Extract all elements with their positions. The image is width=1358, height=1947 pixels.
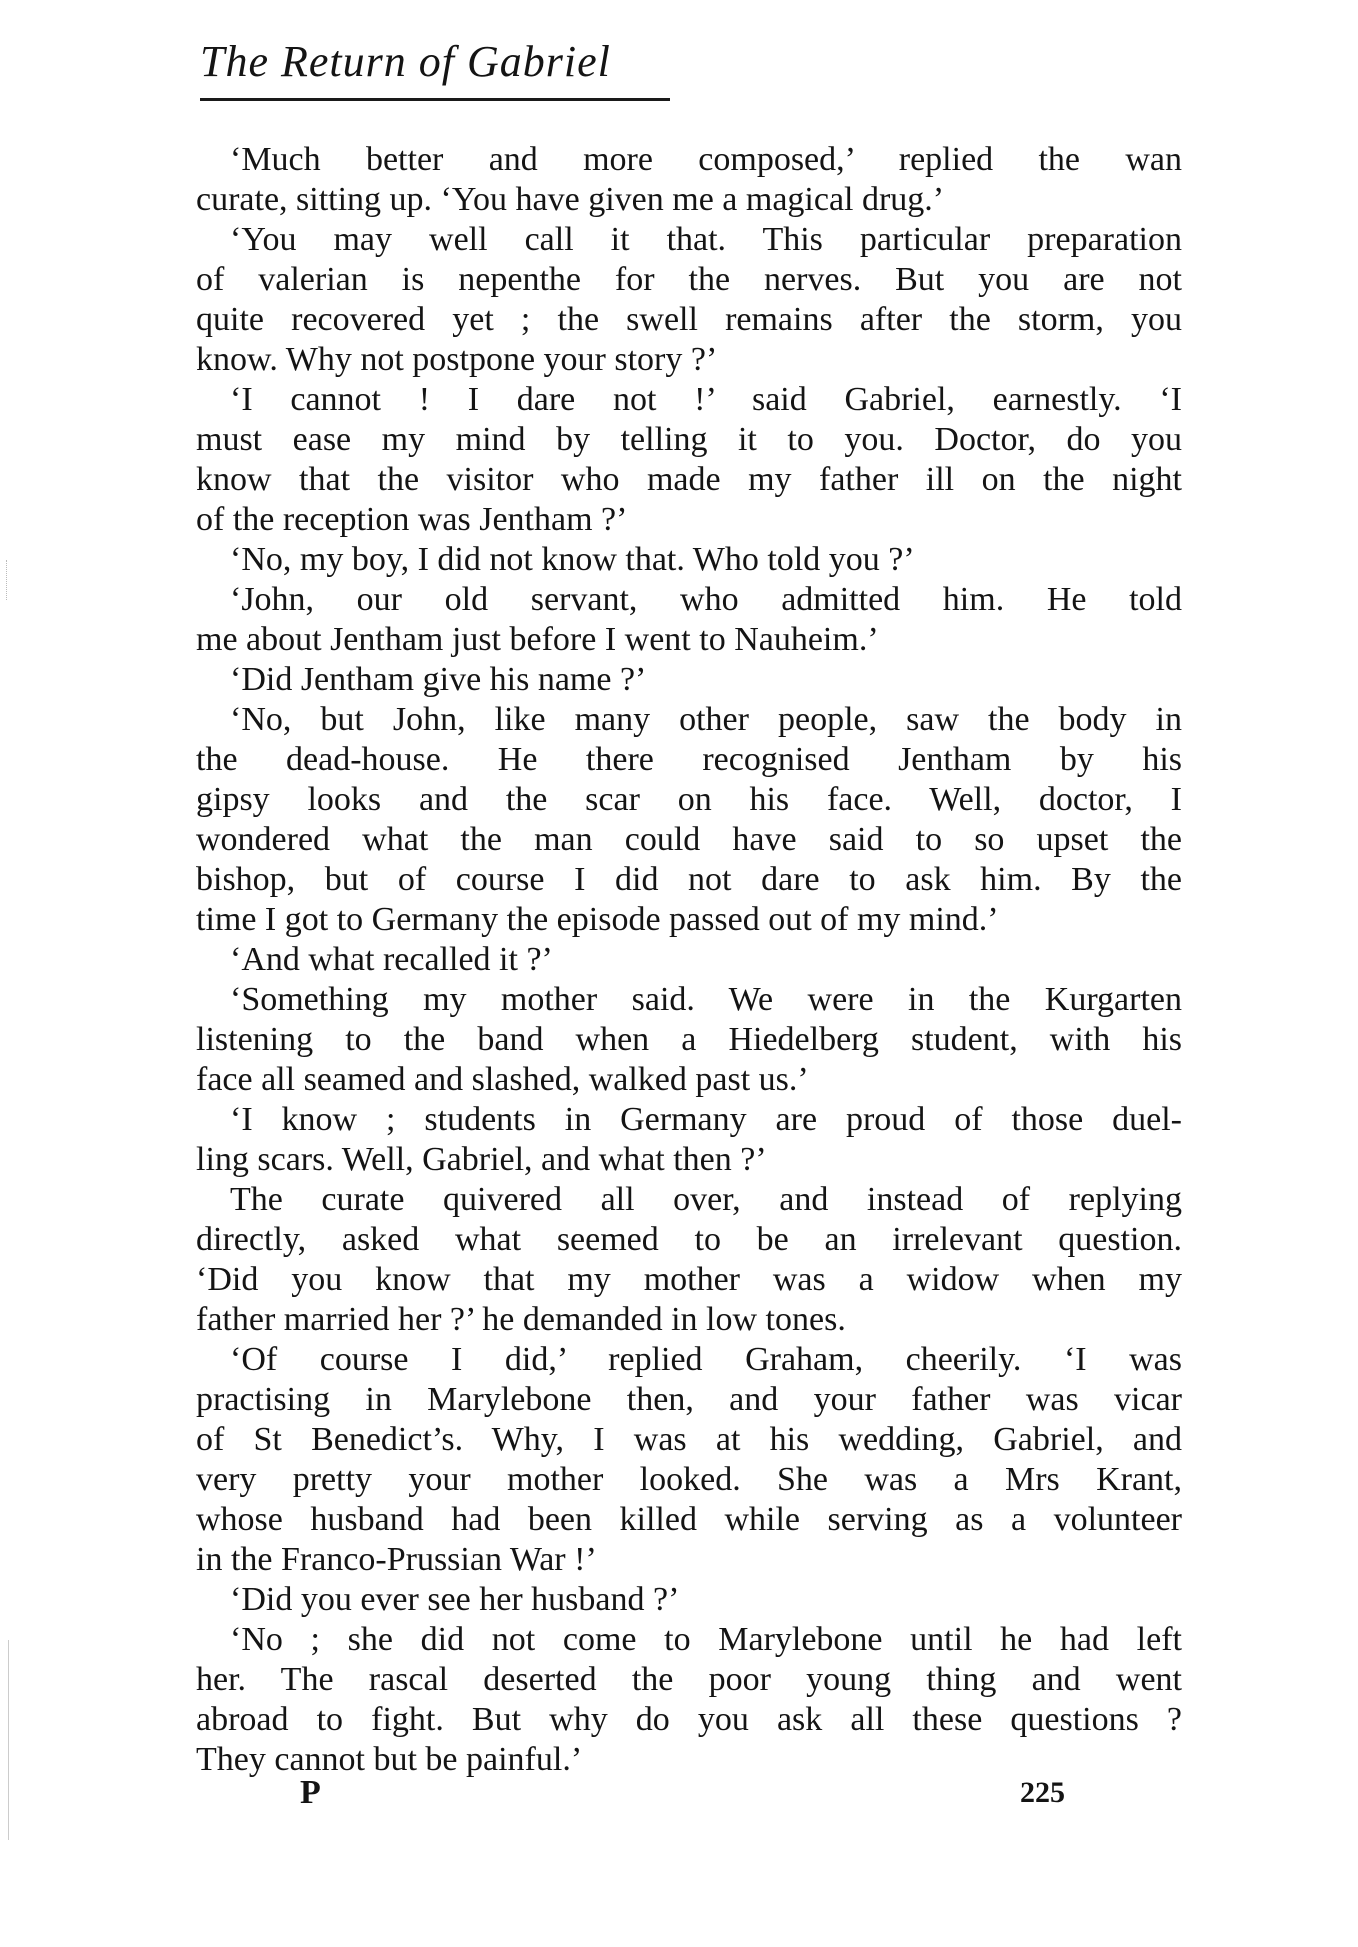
- text-line: the dead-house. He there recognised Jentham by his: [196, 741, 1182, 778]
- page-number: 225: [1020, 1776, 1065, 1809]
- text-line: know. Why not postpone your story ?’: [196, 341, 718, 378]
- text-line: bishop, but of course I did not dare to ask him. By the: [196, 861, 1182, 898]
- text-line: wondered what the man could have said to so upset the: [196, 821, 1182, 858]
- margin-line: [8, 1640, 9, 1840]
- running-head: The Return of Gabriel: [200, 37, 611, 86]
- running-head-rule: [200, 98, 670, 101]
- margin-specks: [6, 560, 11, 600]
- body-text: [196, 140, 1182, 1780]
- text-line: ‘No, my boy, I did not know that. Who told you ?’: [230, 541, 915, 578]
- text-line: curate, sitting up. ‘You have given me a magical drug.’: [196, 181, 945, 218]
- text-line: face all seamed and slashed, walked past us.’: [196, 1061, 809, 1098]
- text-line: ‘Did you know that my mother was a widow when my: [196, 1261, 1182, 1298]
- text-line: ‘I know ; students in Germany are proud of those duel-: [230, 1101, 1182, 1138]
- text-line: father married her ?’ he demanded in low tones.: [196, 1301, 846, 1338]
- text-line: listening to the band when a Hiedelberg student, with his: [196, 1021, 1182, 1058]
- text-line: ling scars. Well, Gabriel, and what then ?’: [196, 1141, 767, 1178]
- text-line: know that the visitor who made my father ill on the night: [196, 461, 1182, 498]
- text-line: whose husband had been killed while serving as a volunteer: [196, 1501, 1182, 1538]
- text-line: time I got to Germany the episode passed out of my mind.’: [196, 901, 999, 938]
- text-line: of St Benedict’s. Why, I was at his wedding, Gabriel, and: [196, 1421, 1182, 1458]
- text-line: in the Franco-Prussian War !’: [196, 1541, 597, 1578]
- text-line: quite recovered yet ; the swell remains after the storm, you: [196, 301, 1182, 338]
- text-line: ‘Of course I did,’ replied Graham, cheerily. ‘I was: [230, 1341, 1182, 1378]
- text-line: The curate quivered all over, and instead of replying: [230, 1181, 1182, 1218]
- signature-mark: P: [300, 1774, 321, 1811]
- text-line: very pretty your mother looked. She was a Mrs Krant,: [196, 1461, 1182, 1498]
- text-line: ‘You may well call it that. This particular preparation: [230, 221, 1182, 258]
- text-line: of the reception was Jentham ?’: [196, 501, 628, 538]
- text-line: ‘No ; she did not come to Marylebone until he had left: [230, 1621, 1182, 1658]
- text-line: ‘Did Jentham give his name ?’: [230, 661, 647, 698]
- text-line: ‘I cannot ! I dare not !’ said Gabriel, earnestly. ‘I: [230, 381, 1182, 418]
- text-line: of valerian is nepenthe for the nerves. But you are not: [196, 261, 1182, 298]
- text-line: ‘Much better and more composed,’ replied the wan: [230, 141, 1182, 178]
- text-line: abroad to fight. But why do you ask all these questions ?: [196, 1701, 1182, 1738]
- text-line: ‘And what recalled it ?’: [230, 941, 553, 978]
- text-line: They cannot but be painful.’: [196, 1741, 583, 1778]
- text-line: ‘No, but John, like many other people, saw the body in: [230, 701, 1182, 738]
- text-line: me about Jentham just before I went to Nauheim.’: [196, 621, 879, 658]
- text-line: ‘John, our old servant, who admitted him. He told: [230, 581, 1182, 618]
- text-line: ‘Did you ever see her husband ?’: [230, 1581, 680, 1618]
- text-line: must ease my mind by telling it to you. Doctor, do you: [196, 421, 1182, 458]
- text-line: ‘Something my mother said. We were in the Kurgarten: [230, 981, 1182, 1018]
- text-line: practising in Marylebone then, and your father was vicar: [196, 1381, 1182, 1418]
- text-line: directly, asked what seemed to be an irrelevant question.: [196, 1221, 1182, 1258]
- text-line: her. The rascal deserted the poor young thing and went: [196, 1661, 1182, 1698]
- text-line: gipsy looks and the scar on his face. Well, doctor, I: [196, 781, 1182, 818]
